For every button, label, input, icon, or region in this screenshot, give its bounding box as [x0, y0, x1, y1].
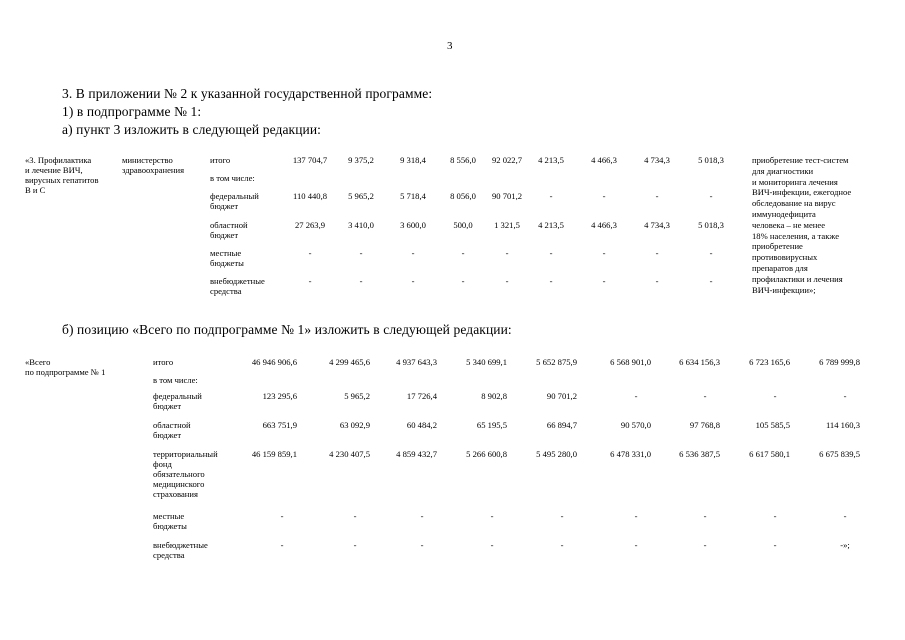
table-cell: - [461, 276, 465, 286]
item-name-line: «Всего [25, 357, 51, 367]
row-label-line: бюджет [210, 201, 239, 211]
table-cell: - [353, 511, 357, 521]
row-label-line: медицинского [153, 479, 205, 489]
table-cell: - [843, 391, 847, 401]
table-cell: 4 213,5 [538, 220, 564, 230]
table-cell: 92 022,7 [491, 155, 523, 165]
item-name-line: вирусных гепатитов [25, 175, 99, 185]
row-label-line: областной [210, 220, 248, 230]
row-label-line: федеральный [210, 191, 259, 201]
table-cell: 5 495 280,0 [536, 449, 577, 459]
table-cell: - [411, 276, 415, 286]
table-cell: 6 675 839,5 [819, 449, 860, 459]
note-line: противовирусных [752, 252, 818, 263]
row-label-line: внебюджетные [210, 276, 265, 286]
executor-line: здравоохранения [122, 165, 185, 175]
table-cell: - [505, 276, 509, 286]
table-cell: - [505, 248, 509, 258]
table-cell: 114 160,3 [825, 420, 860, 430]
row-label-line: страхования [153, 489, 198, 499]
table-cell: - [420, 540, 424, 550]
row-label-line: бюджеты [153, 521, 187, 531]
paragraph-line: б) позицию «Всего по подпрограмме № 1» изложить в следующей редакции: [62, 322, 512, 337]
note-line: человека – не менее [752, 219, 826, 230]
table-cell: - [602, 248, 606, 258]
table-cell: - [353, 540, 357, 550]
table-cell: 6 634 156,3 [679, 357, 720, 367]
table-cell: 5 652 875,9 [536, 357, 577, 367]
table-cell: - [709, 276, 713, 286]
table-cell: -»; [840, 540, 850, 550]
table-cell: 137 704,7 [292, 155, 328, 165]
table-cell: 46 159 859,1 [251, 449, 297, 459]
note-line: препаратов для [752, 263, 808, 273]
table-cell: - [703, 540, 707, 550]
paragraph-line: а) пункт 3 изложить в следующей редакции: [62, 122, 322, 137]
row-label-line: итого [210, 155, 231, 165]
table-cell: 4 734,3 [644, 220, 670, 230]
row-label-line: бюджет [153, 430, 182, 440]
executor-line: министерство [122, 155, 173, 165]
table-cell: - [308, 248, 312, 258]
row-label-line: бюджет [153, 401, 182, 411]
note-line: ВИЧ-инфекции»; [752, 284, 816, 295]
row-label-line: областной [153, 420, 191, 430]
table-cell: - [549, 276, 553, 286]
table-cell: 4 937 643,3 [396, 357, 437, 367]
table-cell: - [411, 248, 415, 258]
table-cell: - [359, 276, 363, 286]
table-cell: 8 056,0 [450, 191, 476, 201]
table-cell: 500,0 [453, 220, 473, 230]
note-line: профилактики и лечения [752, 273, 843, 284]
note-line: иммунодефицита [752, 209, 816, 219]
table-cell: 5 340 699,1 [466, 357, 507, 367]
table-cell: - [308, 276, 312, 286]
table-cell: 6 617 580,1 [749, 449, 790, 459]
table-cell: 8 556,0 [450, 155, 476, 165]
table-cell: 8 902,8 [481, 391, 507, 401]
row-label-line: внебюджетные [153, 540, 208, 550]
table-cell: 90 701,2 [491, 191, 523, 201]
table-cell: 6 723 165,6 [749, 357, 790, 367]
note-line: и мониторинга лечения [752, 176, 838, 187]
table-cell: 4 230 407,5 [329, 449, 370, 459]
row-label-line: в том числе: [153, 375, 198, 385]
table-cell: 5 718,4 [400, 191, 426, 201]
table-cell: 90 570,0 [620, 420, 651, 430]
table-cell: 9 318,4 [400, 155, 426, 165]
table-cell: 6 478 331,0 [610, 449, 651, 459]
row-label-line: средства [210, 286, 242, 296]
table-cell: 110 440,8 [292, 191, 328, 201]
table-cell: 6 568 901,0 [610, 357, 651, 367]
item-name-line: по подпрограмме № 1 [25, 367, 106, 377]
table-cell: - [655, 248, 659, 258]
table-cell: - [420, 511, 424, 521]
table-cell: 4 466,3 [591, 220, 617, 230]
table-cell: - [773, 511, 777, 521]
table-cell: - [549, 248, 553, 258]
row-label-line: бюджеты [210, 258, 244, 268]
row-label-line: федеральный [153, 391, 202, 401]
table-cell: - [280, 540, 284, 550]
note-line: обследование на вирус [752, 198, 836, 209]
table-cell: 5 018,3 [698, 220, 724, 230]
note-line: приобретение [752, 241, 803, 252]
table-cell: - [634, 511, 638, 521]
table-cell: 90 701,2 [546, 391, 577, 401]
table-cell: 5 266 600,8 [466, 449, 507, 459]
page-number: 3 [447, 40, 453, 52]
table-cell: 5 965,2 [348, 191, 374, 201]
row-label-line: фонд [153, 459, 172, 469]
table-cell: 27 263,9 [294, 220, 326, 230]
table-cell: - [773, 391, 777, 401]
table-cell: - [490, 511, 494, 521]
table-cell: - [560, 511, 564, 521]
note-line: 18% населения, а также [752, 230, 840, 241]
table-cell: 60 484,2 [406, 420, 437, 430]
table-cell: - [549, 191, 553, 201]
row-label-line: в том числе: [210, 173, 255, 183]
row-label-line: обязательного [153, 469, 205, 479]
table-cell: 9 375,2 [348, 155, 374, 165]
table-cell: 66 894,7 [546, 420, 577, 430]
table-cell: 6 789 999,8 [819, 357, 860, 367]
row-label-line: бюджет [210, 230, 239, 240]
table-cell: 97 768,8 [689, 420, 720, 430]
table-cell: 1 321,5 [494, 220, 520, 230]
table-cell: 4 213,5 [538, 155, 564, 165]
table-cell: - [560, 540, 564, 550]
row-label-line: местные [153, 511, 185, 521]
table-cell: 5 018,3 [698, 155, 724, 165]
table-cell: - [634, 540, 638, 550]
table-cell: - [655, 191, 659, 201]
table-cell: 123 295,6 [262, 391, 297, 401]
table-cell: - [461, 248, 465, 258]
table-cell: - [359, 248, 363, 258]
item-name-line: «3. Профилактика [25, 155, 92, 165]
item-name-line: В и С [25, 185, 46, 195]
row-label-line: средства [153, 550, 185, 560]
table-cell: - [703, 511, 707, 521]
table-cell: - [602, 191, 606, 201]
table-cell: 6 536 387,5 [679, 449, 720, 459]
table-cell: 4 734,3 [644, 155, 670, 165]
row-label-line: местные [210, 248, 242, 258]
note-line: для диагностики [752, 165, 814, 176]
table-cell: - [280, 511, 284, 521]
table-cell: 3 410,0 [348, 220, 374, 230]
table-cell: 46 946 906,6 [251, 357, 297, 367]
row-label-line: территориальный [153, 449, 218, 459]
table-cell: 65 195,5 [476, 420, 507, 430]
paragraph-line: 3. В приложении № 2 к указанной государственной программе: [62, 86, 433, 101]
table-cell: 663 751,9 [262, 420, 297, 430]
table-cell: 4 299 465,6 [329, 357, 370, 367]
table-cell: 17 726,4 [406, 391, 437, 401]
item-name-line: и лечение ВИЧ, [25, 165, 83, 175]
table-cell: - [490, 540, 494, 550]
table-cell: - [602, 276, 606, 286]
row-label-line: итого [153, 357, 174, 367]
table-cell: 105 585,5 [755, 420, 790, 430]
table-cell: - [843, 511, 847, 521]
table-cell: 63 092,9 [339, 420, 370, 430]
note-line: приобретение тест-систем [752, 155, 849, 165]
table-cell: - [709, 191, 713, 201]
table-cell: 4 466,3 [591, 155, 617, 165]
table-cell: - [709, 248, 713, 258]
table-cell: - [634, 391, 638, 401]
table-cell: - [655, 276, 659, 286]
note-line: ВИЧ-инфекции, ежегодное [752, 187, 852, 198]
table-cell: - [703, 391, 707, 401]
paragraph-line: 1) в подпрограмме № 1: [62, 104, 202, 119]
table-cell: - [773, 540, 777, 550]
table-cell: 4 859 432,7 [396, 449, 437, 459]
table-cell: 5 965,2 [344, 391, 370, 401]
table-cell: 3 600,0 [400, 220, 426, 230]
